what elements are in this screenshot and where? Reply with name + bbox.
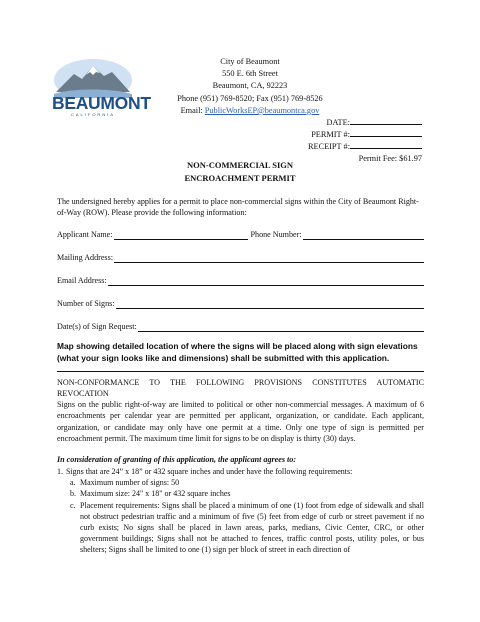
- logo-wordmark: BEAUMONT: [52, 93, 151, 113]
- title-line-1: NON-COMMERCIAL SIGN: [186, 160, 294, 170]
- date-label: DATE:: [326, 118, 350, 127]
- subitem-text: Maximum number of signs: 50: [80, 478, 180, 488]
- rules-paragraph: Signs on the public right-of-way are limited to political or other non-commercial messages. A maximum of 6 encroachments per calendar year are permitted per applicant, organization, or candidate. Each applicant, organization, or candidate may only have one permit at a time. Only one type of sign is permitted per encroachment permit. The maximum time limit for signs to be on display is thirty (30) days.: [57, 400, 424, 444]
- section-divider: [57, 371, 424, 372]
- sign-dates-label: Date(s) of Sign Request:: [57, 322, 137, 331]
- number-signs-field[interactable]: [116, 300, 424, 309]
- number-signs-row: [57, 298, 424, 309]
- phone-fax: Phone (951) 769-8520; Fax (951) 769-8526: [177, 93, 323, 103]
- dates-row: [57, 321, 424, 332]
- email-row: [57, 275, 424, 286]
- map-requirement-note: Map showing detailed location of where the signs will be placed along with sign elevations (what your sign looks like and dimensions) shall be submitted with this application.: [57, 341, 418, 363]
- list-item-1: [57, 466, 424, 477]
- date-field[interactable]: [350, 116, 422, 125]
- consideration-heading: In consideration of granting of this application, the applicant agrees to:: [57, 455, 297, 464]
- permit-info: [308, 116, 422, 164]
- email-label: Email:: [180, 105, 205, 115]
- subitem-text: Placement requirements: Signs shall be placed a minimum of one (1) foot from edge of sidewalk and shall not obstruct pedestrian traffic and a minimum of five (5) feet from edge of curb or street pavement if no curb exists; No signs shall be placed in lawn areas, parks, medians, Civic Center, CRC, or other government buildings; Signs shall not be attached to fences, traffic control posts, utility poles, or bus shelters; Signs shall be limited to one (1) sign per block of street in each direction of: [80, 500, 424, 555]
- sign-dates-field[interactable]: [138, 323, 424, 332]
- applicant-name-label: Applicant Name:: [57, 230, 113, 239]
- subitem-letter: c.: [70, 500, 76, 510]
- subitem-letter: a.: [70, 478, 76, 488]
- permit-number-line: [308, 128, 422, 140]
- phone-number-label: Phone Number:: [250, 230, 302, 239]
- list-subitem-c: [70, 500, 424, 556]
- mailing-row: [57, 252, 424, 263]
- email-link[interactable]: PublicWorksEP@beaumontca.gov: [204, 105, 320, 115]
- org-name: City of Beaumont: [220, 57, 280, 66]
- receipt-number-label: RECEIPT #:: [307, 142, 350, 152]
- mountain-logo-icon: [52, 58, 134, 98]
- title-line-2: ENCROACHMENT PERMIT: [184, 172, 296, 183]
- applicant-row: [57, 229, 424, 240]
- intro-paragraph: The undersigned hereby applies for a permit to place non-commercial signs within the City of Beaumont Right-of-Way (ROW). Please provide the following information:: [57, 197, 419, 218]
- list-subitem-a: [70, 477, 424, 488]
- permit-fee: Permit Fee: $61.97: [358, 153, 422, 163]
- street-address: 550 E. 6th Street: [222, 69, 278, 79]
- number-signs-label: Number of Signs:: [57, 299, 115, 308]
- requirements-list: [57, 466, 424, 556]
- email-address-field[interactable]: [108, 277, 424, 286]
- applicant-name-field[interactable]: [114, 231, 248, 240]
- city-address: Beaumont, CA, 92223: [212, 81, 288, 91]
- email-address-label: Email Address:: [57, 276, 107, 285]
- mailing-address-field[interactable]: [114, 254, 424, 263]
- mailing-address-label: Mailing Address:: [57, 253, 113, 262]
- beaumont-logo: [52, 58, 151, 122]
- date-line: [308, 116, 422, 128]
- permit-number-label: PERMIT #:: [311, 130, 350, 140]
- nonconformance-heading: NON-CONFORMANCE TO THE FOLLOWING PROVISIONS CONSTITUTES AUTOMATIC REVOCATION: [57, 378, 424, 399]
- subitem-text: Maximum size: 24" x 18" or 432 square inches: [80, 489, 231, 499]
- permit-number-field[interactable]: [350, 128, 422, 137]
- address-block: [150, 56, 350, 117]
- receipt-number-line: [308, 140, 422, 152]
- list-item-number: 1.: [57, 467, 63, 476]
- list-subitem-b: [70, 488, 424, 499]
- subitem-letter: b.: [70, 489, 76, 499]
- logo-subtitle: CALIFORNIA: [70, 112, 115, 117]
- form-title: [0, 159, 480, 184]
- receipt-number-field[interactable]: [350, 140, 422, 149]
- list-item-text: Signs that are 24” x 18” or 432 square inches and under have the following requirements:: [66, 467, 353, 476]
- phone-number-field[interactable]: [303, 231, 424, 240]
